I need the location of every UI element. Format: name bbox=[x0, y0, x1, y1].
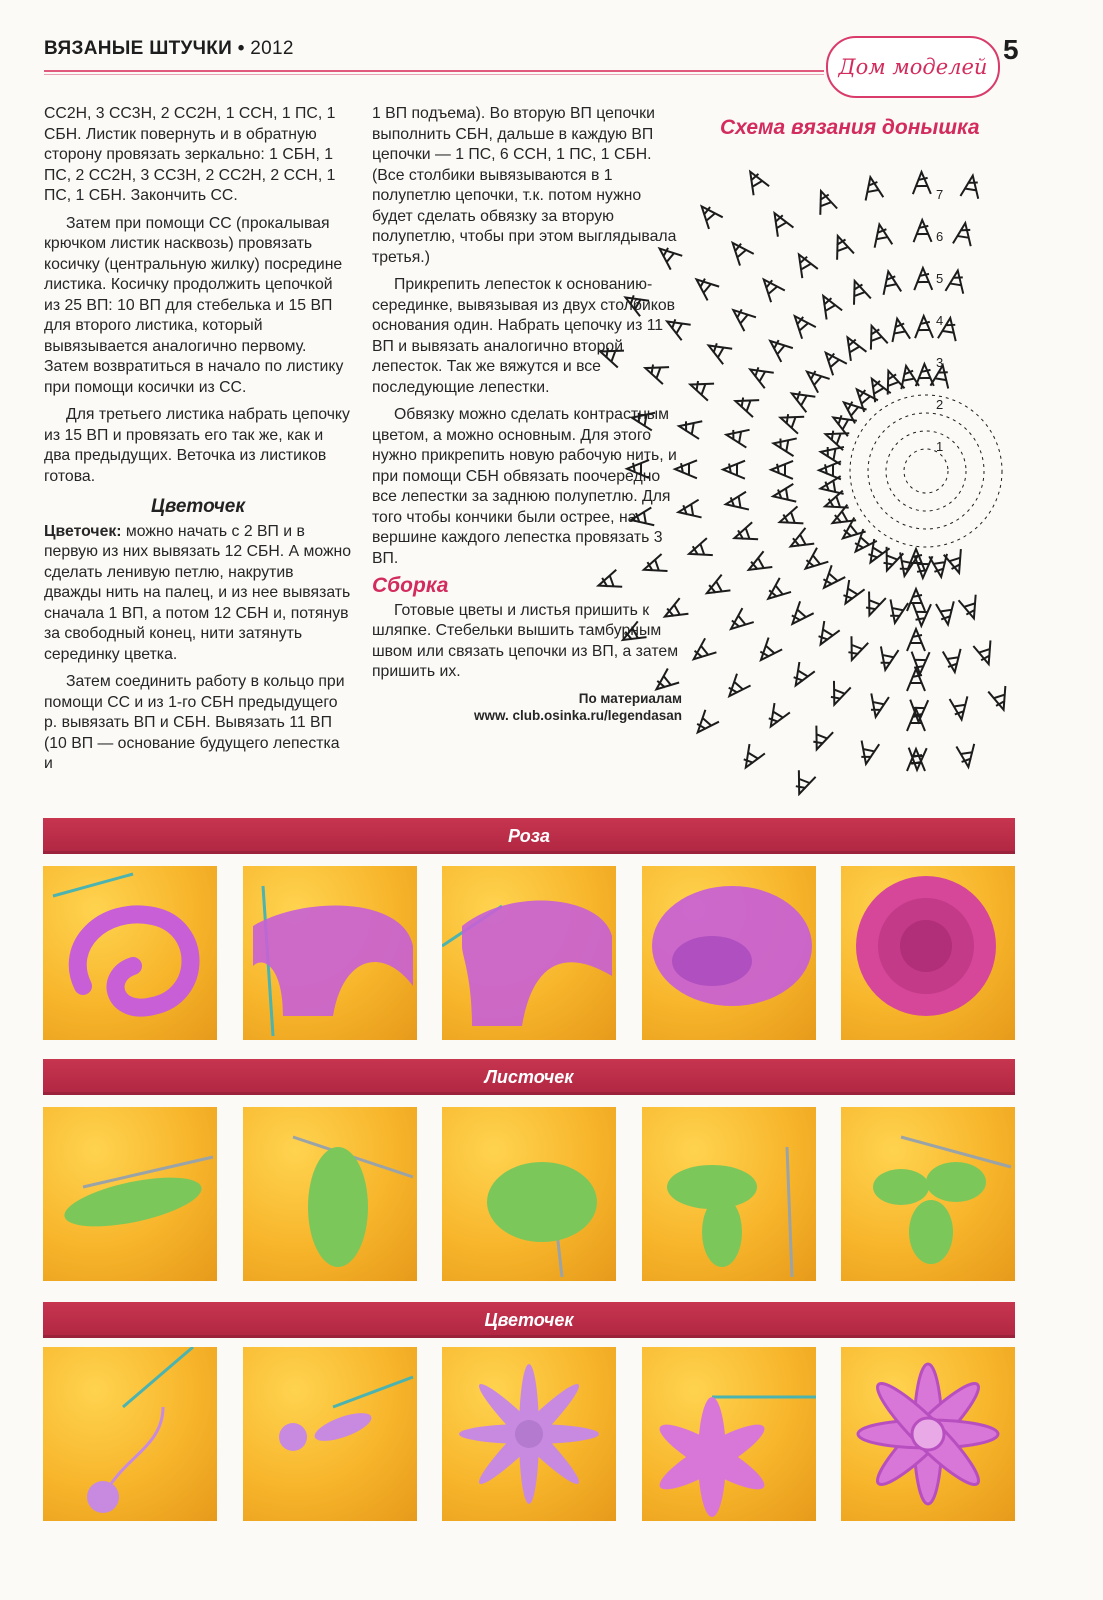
diagram-ring bbox=[886, 431, 966, 511]
stitch-symbol bbox=[826, 681, 851, 708]
stitch-symbol bbox=[691, 710, 719, 738]
stitch-symbol bbox=[763, 578, 791, 606]
stitch-symbol bbox=[843, 636, 868, 663]
stitch-symbol bbox=[627, 460, 649, 478]
stitch-symbol bbox=[838, 580, 865, 608]
header-rule bbox=[44, 70, 824, 72]
stitch-symbol bbox=[787, 386, 815, 413]
stitch-symbol bbox=[731, 522, 758, 546]
stitch-symbol bbox=[725, 426, 750, 448]
stitch-symbol bbox=[726, 237, 754, 265]
stitch-symbol bbox=[777, 409, 804, 433]
stitch-symbol bbox=[702, 575, 730, 601]
stitch-symbol bbox=[822, 491, 849, 515]
stitch-symbol bbox=[846, 278, 871, 305]
paragraph: Прикрепить лепесток к основанию-серединке, вывязывая из двух столбиков основания один. Набрать цепочку из 11 ВП и вывязать аналогично второй лепесток. Так же вяжутся и все последующие лепестки. bbox=[372, 276, 676, 396]
section-strip-rose: Роза bbox=[43, 818, 1015, 854]
page-number: 5 bbox=[1003, 34, 1019, 65]
stitch-symbol bbox=[956, 744, 977, 768]
stitch-symbol bbox=[691, 272, 719, 300]
stitch-symbol bbox=[888, 317, 910, 342]
diagram-title: Схема вязания донышка bbox=[720, 116, 980, 139]
stitch-symbol bbox=[822, 426, 849, 450]
stitch-symbol bbox=[907, 589, 925, 611]
photo-row-leaf bbox=[43, 1107, 1015, 1281]
stitch-symbol bbox=[861, 592, 886, 619]
stitch-symbol bbox=[688, 638, 716, 666]
stitch-symbol bbox=[732, 393, 759, 417]
stitch-symbol bbox=[630, 507, 655, 528]
paragraph: Для третьего листика набрать цепочку из 15 ВП и провязать его так же, как и два предыдущих. Веточка из листиков готова. bbox=[44, 406, 350, 485]
row-number-label: 7 bbox=[936, 187, 944, 202]
stitch-symbol bbox=[819, 461, 841, 479]
stitch-symbol bbox=[764, 334, 792, 362]
row-number-label: 6 bbox=[936, 229, 944, 244]
stitch-symbol bbox=[945, 269, 966, 294]
stitch-symbol bbox=[686, 538, 713, 562]
stitch-symbol bbox=[704, 338, 732, 365]
stitch-symbol bbox=[763, 703, 790, 731]
flower-step-photo bbox=[841, 1347, 1015, 1521]
stitch-symbol bbox=[862, 176, 884, 201]
stitch-symbol bbox=[777, 506, 804, 530]
stitch-symbol bbox=[695, 201, 723, 229]
diagram-ring bbox=[850, 395, 1002, 547]
stitch-symbol bbox=[619, 621, 647, 647]
paragraph-body: можно начать с 2 ВП и в первую из них вывязать 12 СБН. А можно сделать ленивую петлю, накрутив дважды нить на палец, и из нее вывязать сначала 1 ВП, а потом 12 СБН и, потянув за свободный конец, нити затянуть серединку цветка. bbox=[44, 522, 352, 663]
stitch-symbol bbox=[813, 188, 838, 215]
stitch-symbol bbox=[723, 674, 751, 702]
stitch-symbol bbox=[936, 601, 957, 625]
stitch-symbol bbox=[621, 290, 649, 317]
row-number-label: 4 bbox=[936, 313, 944, 328]
masthead: ВЯЗАНЫЕ ШТУЧКИ • 2012 bbox=[44, 38, 294, 59]
stitch-symbol bbox=[871, 223, 893, 248]
leaf-step-photo bbox=[43, 1107, 217, 1281]
issue-year: 2012 bbox=[250, 38, 294, 59]
stitch-symbol bbox=[596, 570, 622, 594]
stitch-symbol bbox=[630, 409, 655, 431]
stitch-symbol bbox=[788, 662, 815, 690]
stitch-symbol bbox=[857, 741, 879, 766]
stitch-symbol bbox=[907, 669, 925, 691]
stitch-symbol bbox=[960, 174, 981, 199]
text-column-1 bbox=[44, 104, 352, 782]
leaf-step-photo bbox=[642, 1107, 816, 1281]
stitch-symbol bbox=[819, 347, 847, 375]
rubric-badge: Дом моделей bbox=[826, 36, 1000, 98]
stitch-symbol bbox=[913, 172, 931, 194]
rose-step-photo bbox=[442, 866, 616, 1040]
source-credit: По материалам www. club.osinka.ru/legendasan bbox=[372, 690, 682, 724]
rose-step-photo bbox=[243, 866, 417, 1040]
row-number-label: 2 bbox=[936, 397, 944, 412]
section-strip-flower: Цветочек bbox=[43, 1302, 1015, 1338]
stitch-symbol bbox=[911, 652, 930, 675]
stitch-symbol bbox=[800, 548, 828, 576]
stitch-symbol bbox=[943, 649, 964, 673]
stitch-symbol bbox=[880, 368, 905, 395]
stitch-symbol bbox=[746, 362, 774, 389]
rose-step-photo bbox=[43, 866, 217, 1040]
stitch-symbol bbox=[767, 209, 794, 237]
stitch-symbol bbox=[786, 528, 814, 554]
paragraph-lead: Цветочек: bbox=[44, 522, 122, 540]
stitch-symbol bbox=[791, 250, 818, 278]
stitch-symbol bbox=[912, 604, 931, 627]
stitch-symbol bbox=[728, 303, 756, 331]
paragraph: 1 ВП подъема). Во вторую ВП цепочки выполнить СБН, дальше в каждую ВП цепочки — 1 ПС, 6 ССН, 1 ПС, 1 СБН. (Все столбики вывязываются в 1 полупетлю цепочки, т.к. потом нужно будет сделать обвязку за вторую полупетлю, чтобы при этом выглядывала третья.) bbox=[372, 105, 677, 266]
rose-step-photo bbox=[642, 866, 816, 1040]
stitch-symbol bbox=[788, 310, 816, 338]
stitch-symbol bbox=[772, 484, 797, 505]
stitch-symbol bbox=[959, 595, 983, 621]
stitch-symbol bbox=[641, 554, 668, 578]
source-url: www. club.osinka.ru/legendasan bbox=[473, 707, 682, 723]
diagram-ring bbox=[904, 449, 948, 493]
stitch-symbol bbox=[914, 268, 932, 290]
row-number-label: 5 bbox=[936, 271, 944, 286]
stitch-symbol bbox=[677, 417, 702, 439]
stitch-symbol bbox=[651, 669, 679, 697]
crochet-diagram bbox=[596, 156, 1016, 796]
stitch-symbol bbox=[754, 638, 782, 666]
leaf-step-photo bbox=[442, 1107, 616, 1281]
stitch-symbol bbox=[801, 365, 829, 393]
row-number-label: 3 bbox=[936, 355, 944, 370]
stitch-symbol bbox=[907, 629, 925, 651]
stitch-symbol bbox=[677, 500, 702, 521]
paragraph: СС2Н, 3 СС3Н, 2 СС2Н, 1 ССН, 1 ПС, 1 СБН. Листик повернуть и в обратную сторону провязать зеркально: 1 СБН, 1 ПС, 2 СС2Н, 3 СС3Н, 2 СС2Н, 2 ССН, 1 ПС, 1 СБН. Закончить СС. bbox=[44, 105, 336, 204]
stitch-symbol bbox=[772, 434, 797, 456]
stitch-symbol bbox=[738, 744, 765, 772]
stitch-symbol bbox=[757, 274, 785, 302]
stitch-symbol bbox=[879, 547, 904, 574]
paragraph: Готовые цветы и листья пришить к шляпке. Стебельки вышить тамбурным швом или связать цепочки из ВП, а затем пришить их. bbox=[372, 601, 679, 680]
paragraph bbox=[44, 522, 352, 666]
stitch-symbol bbox=[953, 222, 974, 247]
flower-step-photo bbox=[442, 1347, 616, 1521]
stitch-symbol bbox=[791, 770, 816, 796]
stitch-symbol bbox=[886, 599, 908, 624]
stitch-symbol bbox=[744, 551, 772, 577]
leaf-step-photo bbox=[243, 1107, 417, 1281]
stitch-symbol bbox=[988, 686, 1012, 712]
leaf-step-photo bbox=[841, 1107, 1015, 1281]
stitch-symbol bbox=[742, 167, 769, 195]
stitch-symbol bbox=[876, 646, 898, 671]
stitch-symbol bbox=[724, 492, 749, 513]
subheading-assembly: Сборка bbox=[372, 574, 449, 597]
stitch-symbol bbox=[663, 314, 691, 341]
stitch-symbol bbox=[840, 333, 867, 361]
stitch-symbol bbox=[771, 461, 793, 479]
stitch-symbol bbox=[915, 316, 933, 338]
magazine-title: ВЯЗАНЫЕ ШТУЧКИ bbox=[44, 38, 233, 59]
flower-step-photo bbox=[642, 1347, 816, 1521]
paragraph: Обвязку можно сделать контрастным цветом, а можно основным. Для этого нужно прикрепить новую рабочую нить, и при помощи СБН обвязать поочередно все лепестки за заднюю полупетлю. Для того чтобы кончики были острее, на вершине каждого лепестка провязать 3 ВП. bbox=[372, 406, 677, 567]
stitch-symbol bbox=[725, 608, 753, 636]
photo-row-rose bbox=[43, 866, 1015, 1040]
paragraph: Затем при помощи СС (прокалывая крючком листик насквозь) провязать косичку (центральную жилку) посредине листика. Косичку продолжить цепочкой из 25 ВП: 10 ВП для стебелька и 15 ВП для второго листика, который вывязывается аналогично первому. Затем возвратиться в начало по листику при помощи косички из СС. bbox=[44, 214, 344, 396]
stitch-symbol bbox=[829, 233, 854, 260]
stitch-symbol bbox=[654, 242, 682, 270]
header-rule-thin bbox=[44, 74, 824, 75]
stitch-symbol bbox=[863, 323, 888, 350]
stitch-symbol bbox=[879, 270, 901, 295]
stitch-symbol bbox=[973, 640, 997, 666]
subheading-flower: Цветочек bbox=[151, 496, 245, 517]
stitch-symbol bbox=[867, 693, 889, 718]
paragraph: Затем соединить работу в кольцо при помощи СС и из 1-го СБН предыдущего р. вывязать ВП и СБН. Вывязать 11 ВП (10 ВП — основание будущего лепестка и bbox=[44, 673, 345, 772]
stitch-symbol bbox=[808, 726, 833, 753]
stitch-symbol bbox=[723, 461, 745, 479]
flower-step-photo bbox=[243, 1347, 417, 1521]
rose-step-photo bbox=[841, 866, 1015, 1040]
stitch-symbol bbox=[815, 291, 842, 319]
photo-row-flower bbox=[43, 1347, 1015, 1521]
stitch-symbol bbox=[642, 360, 669, 384]
diagram-ring bbox=[868, 413, 984, 529]
stitch-symbol bbox=[944, 549, 968, 575]
stitch-symbol bbox=[687, 376, 714, 400]
section-strip-leaf: Листочек bbox=[43, 1059, 1015, 1095]
stitch-symbol bbox=[950, 696, 971, 720]
stitch-symbol bbox=[913, 220, 931, 242]
stitch-symbol bbox=[813, 621, 840, 649]
stitch-symbol bbox=[675, 460, 697, 478]
stitch-symbol bbox=[597, 343, 624, 367]
row-number-label: 1 bbox=[936, 439, 944, 454]
stitch-symbol bbox=[786, 601, 814, 629]
flower-step-photo bbox=[43, 1347, 217, 1521]
stitch-symbol bbox=[817, 565, 845, 593]
stitch-symbol bbox=[660, 598, 688, 624]
